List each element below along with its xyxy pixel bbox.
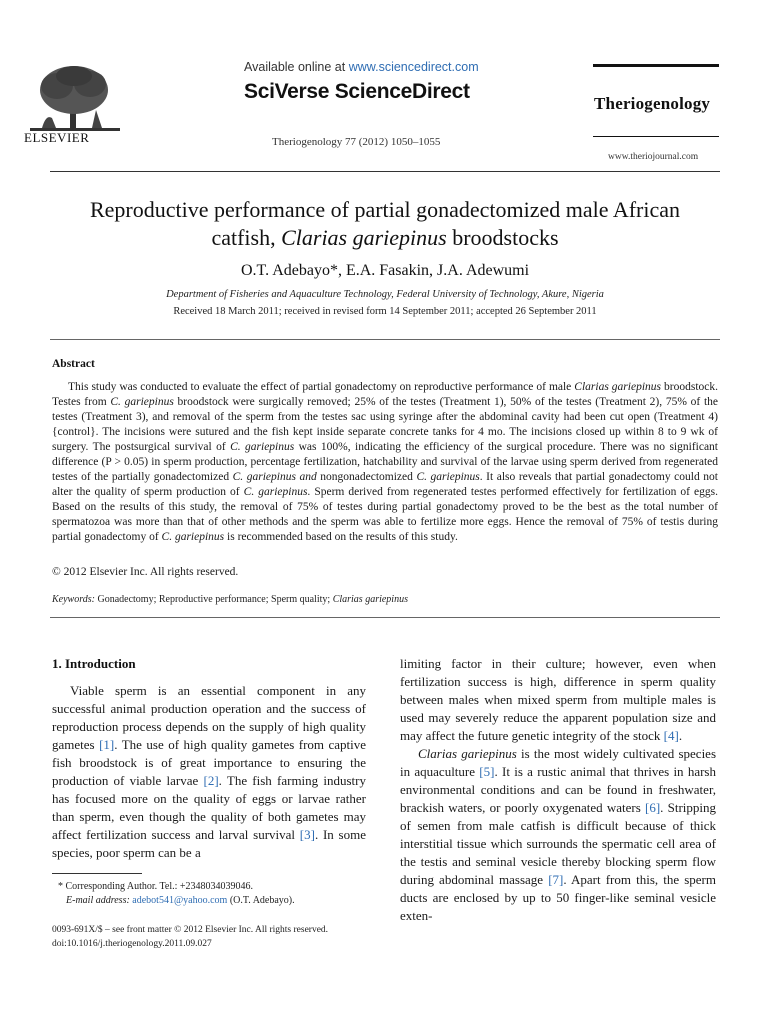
abstract-text: This study was conducted to evaluate the effect of partial gonadectomy on reproductive performance of male: [68, 381, 575, 393]
intro-text: . The fish farming industry has focused more on the quality of eggs or larvae rather than sperm, even though the quality of both gametes may affect fertilization success and larval survival: [52, 773, 366, 842]
abstract-divider: [50, 617, 720, 618]
footnote-rule: [52, 873, 142, 874]
column-right: [400, 655, 716, 925]
available-prefix: Available online at: [244, 60, 349, 74]
abstract-text: broodstock were surgically removed; 25% of the testes (Treatment 1), 50% of the testes (Treatment 2), 75% of the testes (Treatment 3), and removal of the sperm from the testes sac using syringe after the abdominal cavity had been cut open (Treatment 4) {control}. The incisions were sutured and the fish kept inside separate concrete tanks for 4 mo. The incisions closed up within 8 to 9 wk of surgery. The postsurgical survival of: [52, 396, 718, 453]
citation-link[interactable]: [4]: [663, 728, 679, 743]
citation-link[interactable]: [3]: [299, 827, 315, 842]
journal-name: Theriogenology: [594, 94, 711, 113]
title-line-1: Reproductive performance of partial gonadectomized male African: [89, 197, 681, 222]
abstract-species: C. gariepinus: [230, 441, 295, 453]
corresponding-note: * Corresponding Author. Tel.: +2348034039046.: [58, 881, 254, 892]
abstract-text: is recommended based on the results of this study.: [224, 531, 458, 543]
received-dates: Received 18 March 2011; received in revised form 14 September 2011; accepted 26 September 2011: [173, 306, 597, 317]
title-divider: [50, 339, 720, 340]
authors: O.T. Adebayo*, E.A. Fasakin, J.A. Adewumi: [240, 262, 530, 279]
abstract-text: was 100%, indicating the efficiency of the surgical procedure. There was no significant difference (P > 0.05) in sperm production, percentage fertilization, hatchability and survival of the larvae using sperm derived from regenerated testes of the partially gonadectomized: [52, 441, 718, 483]
abstract-species: C. gariepinus: [243, 486, 308, 498]
title-line-2-prefix: catfish,: [211, 225, 282, 250]
intro-text: .: [678, 728, 683, 743]
journal-top-rule: [593, 64, 719, 67]
email-suffix: (O.T. Adebayo).: [227, 895, 295, 906]
sciencedirect-link[interactable]: www.sciencedirect.com: [348, 60, 479, 74]
issn-line: 0093-691X/$ – see front matter © 2012 Elsevier Inc. All rights reserved.: [52, 925, 329, 935]
header-divider: [50, 171, 720, 172]
abstract-body: [52, 380, 718, 545]
keywords-list: Gonadectomy; Reproductive performance; Sperm quality;: [94, 594, 333, 605]
email-note: [52, 894, 372, 908]
intro-text: . The use of high quality gametes from captive fish broodstock is of great importance to ensuring the production of viable larvae: [52, 737, 367, 788]
abstract-text: nongonadectomized: [316, 471, 417, 483]
elsevier-wordmark: ELSEVIER: [24, 130, 90, 145]
intro-species: Clarias gariepinus: [418, 746, 517, 761]
abstract-copyright: © 2012 Elsevier Inc. All rights reserved.: [52, 566, 239, 578]
citation-link[interactable]: [2]: [203, 773, 219, 788]
keywords-label: Keywords:: [52, 594, 95, 605]
intro-text: . Stripping of semen from male catfish is difficult because of thick interstitial tissue which surrounds the spermatic cell area of the testis and seminal vesicle thereby blocking sperm flow during abdominal massage: [400, 800, 716, 887]
intro-text: . In some species, poor sperm can be a: [52, 827, 366, 860]
elsevier-logo: [22, 62, 132, 145]
abstract-species: C. gariepinus and: [232, 471, 317, 483]
abstract-species: Clarias gariepinus: [574, 381, 662, 393]
journal-bottom-rule: [593, 136, 719, 137]
citation-link[interactable]: [7]: [548, 872, 564, 887]
title-species: Clarias gariepinus: [281, 225, 447, 250]
corresponding-author: [52, 880, 372, 894]
sciencedirect-brand: SciVerse ScienceDirect: [244, 80, 470, 103]
keywords-species: Clarias gariepinus: [332, 594, 408, 605]
abstract-species: C. gariepinus: [110, 396, 174, 408]
article-title: [40, 196, 730, 252]
email-link[interactable]: adebot541@yahoo.com: [132, 895, 228, 906]
doi-line[interactable]: doi:10.1016/j.theriogenology.2011.09.027: [52, 939, 212, 949]
abstract-heading: Abstract: [52, 358, 95, 370]
keywords: [52, 594, 408, 605]
citation-link[interactable]: [5]: [479, 764, 495, 779]
title-line-2-suffix: broodstocks: [446, 225, 559, 250]
citation-link[interactable]: [1]: [99, 737, 115, 752]
abstract-text: . It also reveals that partial gonadectomy could not alter the quality of sperm production of: [52, 471, 718, 498]
journal-citation: Theriogenology 77 (2012) 1050–1055: [272, 136, 441, 148]
introduction-heading: 1. Introduction: [52, 656, 136, 671]
email-label: E-mail address:: [66, 895, 130, 906]
intro-text: Viable sperm is an essential component in any successful animal production operation and the success of reproduction process depends on the supply of high quality gametes: [52, 683, 366, 752]
available-online: [244, 60, 479, 74]
abstract-text: broodstock. Testes from: [52, 381, 718, 408]
intro-text: is the most widely cultivated species in aquaculture: [400, 746, 717, 779]
abstract-species: C. gariepinus: [416, 471, 480, 483]
journal-url[interactable]: www.theriojournal.com: [608, 152, 699, 162]
citation-link[interactable]: [6]: [644, 800, 661, 815]
intro-text: . Apart from this, the sperm ducts are enclosed by up to 50 finger-like seminal vesicle exten-: [400, 872, 716, 923]
abstract-text: . Sperm derived from regenerated testes performed effectively for fertilization of eggs. Based on the results of this study, the removal of 75% of testes during partial gonadectomy proved to be the best as the total number of spermatozoa was more than that of other methods and the sperm was able to fertilize more eggs. Hence the removal of 75% of testis during partial gonadectomy of: [52, 486, 718, 543]
abstract-species: C. gariepinus: [161, 531, 225, 543]
column-left: [52, 682, 366, 862]
affiliation: Department of Fisheries and Aquaculture Technology, Federal University of Technology, Akure, Nigeria: [166, 289, 604, 300]
intro-text: . It is a rustic animal that thrives in harsh environmental conditions and can be found in freshwater, brackish waters, or poorly oxygenated waters: [400, 764, 716, 815]
intro-text: limiting factor in their culture; however, even when fertilization success is high, difference in sperm quality between males when mixed sperm from multiple males is used may severely reduce the apparent population size and may affect the future genetic integrity of the stock: [400, 656, 716, 743]
